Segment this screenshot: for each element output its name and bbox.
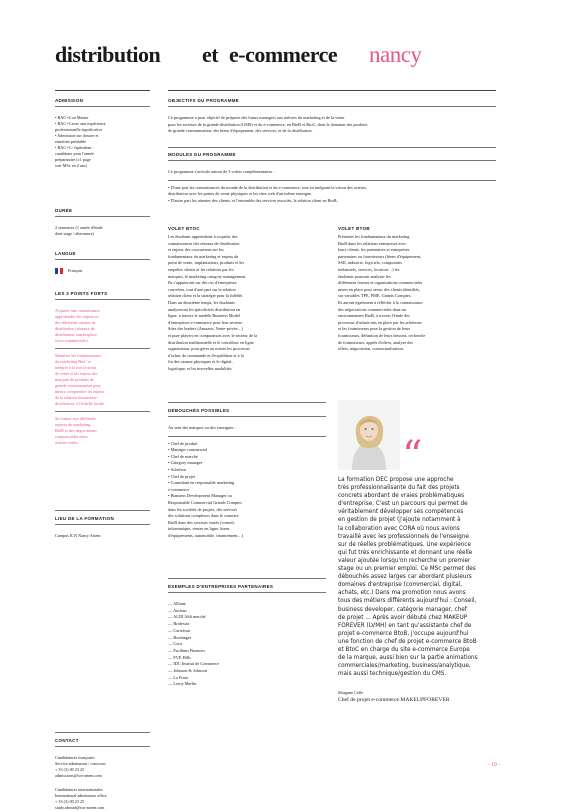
- title-word-distribution: distribution: [55, 42, 161, 67]
- btoc-line: organisation, pour gérer au mieux les processus: [168, 346, 250, 352]
- debouche-item: • Manager commercial: [168, 447, 208, 453]
- point-fort-3: [55, 416, 150, 446]
- objectifs-line: pour les secteurs de la grande distribution (GMS) et du e-commerce, en BtoB et BtoC, dans le domaine des produits: [168, 121, 368, 127]
- btob-line: Ils auront également à réfléchir à la connaissance: [338, 299, 423, 305]
- debouches-intro: Au sein des marques ou des enseignes :: [168, 425, 236, 430]
- contact-line: + 33 (3) 00 23 25: [55, 767, 85, 772]
- point-fort-line: de la relation fournisseur-: [55, 395, 99, 400]
- testimonial-line: domaines d'entreprise (commercial, digital,: [338, 582, 463, 589]
- btoc-line: enquêtes clients et les relations par les: [168, 266, 234, 272]
- btob-line: SSII, industrie, logiciels, composants: [338, 260, 402, 266]
- point-fort-line: Se former aux différents: [55, 416, 96, 421]
- btoc-line: ligne, à travers le modèle Business Model: [168, 313, 240, 319]
- btoc-line: et enjeux des concurrents sur les: [168, 247, 224, 253]
- debouche-item: • Chef de produit: [168, 440, 198, 446]
- contact-line: Service admissions / concours: [55, 761, 106, 766]
- contact-line: International admissions office: [55, 793, 107, 798]
- testimonial-line: d'entreprise. C'est un parcours qui permet de: [338, 501, 468, 508]
- contact-france: [55, 755, 150, 779]
- debouches-section: [168, 408, 326, 540]
- divider: [168, 160, 496, 161]
- btoc-line: relation client et la stratégie pour la fidélité.: [168, 293, 244, 299]
- testimonial-line: très professionnalisante du fait des projets: [338, 485, 460, 492]
- sidebar-top-rule: [55, 90, 150, 91]
- point-fort-line: distributeur, à l'échelle locale.: [55, 401, 106, 406]
- btoc-line: marques, le marketing category management.: [168, 273, 247, 279]
- btob-line: leurs clients, les partenaires et entreprises: [338, 247, 410, 253]
- btob-line: sur variables TPE, PME, Grands Comptes.: [338, 293, 412, 299]
- testimonial-line: achats, etc.) Dans ma promotion nous avons: [338, 590, 466, 597]
- btoc-line: Sites des leaders (Amazon, Vente-privée…): [168, 326, 244, 332]
- title-word-ecommerce: e-commerce: [229, 42, 338, 67]
- testimonial-line: véritablement développer ses compétences: [338, 509, 464, 516]
- quote-mark-icon: “: [402, 433, 423, 479]
- divider: [55, 732, 150, 733]
- debouches-heading: DÉBOUCHÉS POSSIBLES: [168, 408, 230, 413]
- duree-text: [55, 225, 150, 237]
- contact-line: + 33 (3) 00 23 25: [55, 799, 85, 804]
- contact-line: admissions@icn-artem.com: [55, 773, 102, 778]
- testimonial-line: commerciales/marketing, business/analytique,: [338, 663, 471, 670]
- debouche-item: • Chef de marché: [168, 453, 198, 459]
- modules-section: [168, 152, 496, 204]
- divider: [55, 259, 150, 260]
- debouches-list: [168, 441, 326, 540]
- divider: [168, 578, 326, 579]
- debouche-item: Responsable Commercial Grands Comptes: [168, 499, 242, 505]
- point-fort-line: Acquérir une connaissance: [55, 308, 101, 313]
- langue-value: Français: [68, 268, 83, 273]
- objectifs-text: [168, 115, 496, 135]
- objectifs-line: de grande consommation, des biens d'équipement, des services, et de la distribution.: [168, 128, 313, 134]
- admission-line: • BAC+4 ou Master: [55, 115, 89, 120]
- divider: [55, 106, 150, 107]
- btob-line: processus d'achats mis en place par les acheteurs: [338, 319, 422, 325]
- title-word-et: et: [202, 42, 219, 67]
- admission-section: [55, 98, 150, 169]
- volet-btoc-section: [168, 226, 326, 372]
- point-fort-line: force commerciale).: [55, 338, 89, 343]
- partner-item: — IDC Institut de Commerce: [168, 661, 220, 667]
- partner-item: — Cora: [168, 641, 182, 647]
- divider: [55, 411, 150, 412]
- objectifs-line: Ce programme a pour objectif de préparer des futurs managers aux métiers du marketing et de la vente: [168, 115, 345, 120]
- btob-line: BtoB dans les relations entreprises avec: [338, 240, 407, 246]
- point-fort-line: Maîtriser les fondamentaux: [55, 353, 102, 358]
- testimonial-line: de projet ... Après avoir débuté chez MAKEUP: [338, 614, 468, 621]
- debouche-item: informatique, ventes en ligne, biens: [168, 526, 230, 532]
- modules-heading: MODULES DU PROGRAMME: [168, 152, 236, 157]
- point-fort-line: mieux comprendre les enjeux: [55, 389, 105, 394]
- debouche-item: • Acheteur: [168, 466, 187, 472]
- contact-line: Candidatures internationales: [55, 787, 103, 792]
- btob-line: offres, négociation, contractualisation.: [338, 346, 404, 352]
- btob-line: fournisseurs, définition de leurs besoins, recherche: [338, 332, 426, 338]
- volet-btoc-heading: VOLET BTOC: [168, 226, 200, 231]
- divider: [55, 299, 150, 300]
- testimonial-name: Morgane Colle: [338, 690, 364, 695]
- admission-line: • Admission sur dossier et: [55, 133, 99, 138]
- debouche-item: d'équipements, automobile, financement…): [168, 532, 244, 538]
- testimonial-role: Chef de projet e-commerce MAKEUPFOREVER: [338, 697, 450, 703]
- divider: [168, 416, 326, 417]
- sidebar: [55, 98, 150, 810]
- module-item: distribution avec les points de vente physiques et les sites web d'un même enseigne.: [168, 191, 312, 197]
- point-fort-line: du marketing BtoC et: [55, 359, 92, 364]
- title-city: nancy: [369, 42, 422, 67]
- duree-section: [55, 208, 150, 237]
- volet-btob-section: [338, 226, 496, 353]
- testimonial-photo: [338, 400, 400, 470]
- testimonial-line: travaillé avec les professionnels de l'enseigne: [338, 533, 469, 540]
- points-forts-section: [55, 291, 150, 446]
- modules-list: [168, 185, 496, 205]
- btob-line: partenaires ou fournisseurs (biens d'équipement,: [338, 253, 421, 259]
- points-forts-heading: LES 3 POINTS FORTS: [55, 291, 108, 296]
- btoc-line: Dans un deuxième temps, les étudiants: [168, 299, 235, 305]
- admission-text: [55, 115, 150, 169]
- main-top-rule: [168, 90, 496, 91]
- divider: [168, 106, 496, 107]
- contact-international: [55, 787, 150, 811]
- testimonial-line: de la marque, aussi bien sur la partie animations: [338, 655, 478, 662]
- point-fort-line: aspects du marketing: [55, 422, 91, 427]
- contact-heading: CONTACT: [55, 738, 79, 743]
- btoc-line: Ils s'appuieront sur des cas d'entreprises: [168, 280, 237, 286]
- lieu-value: Campus ICN Nancy Artem: [55, 533, 101, 538]
- testimonial-line: stage ou un premier emploi. Ce MSc permet des: [338, 566, 476, 573]
- point-fort-line: des différents canaux de: [55, 320, 96, 325]
- btoc-line: concrètes, tout d'une part sur la relation: [168, 286, 236, 292]
- contact-section: [55, 738, 150, 811]
- point-fort-line: grande consommation pour: [55, 383, 101, 388]
- page-number: - 19 -: [488, 762, 500, 768]
- debouche-item: • Category manager: [168, 460, 203, 466]
- point-fort-line: acteurs variés.: [55, 440, 79, 445]
- btoc-line: point de vente, implantations, produits et les: [168, 260, 245, 266]
- point-fort-line: distribution (réseaux de: [55, 326, 95, 331]
- lieu-heading: LIEU DE LA FORMATION: [55, 516, 114, 521]
- partner-item: — La Poste: [168, 674, 189, 680]
- contact-line: Candidatures françaises: [55, 755, 95, 760]
- btoc-line: logistique, et les nouvelles modalités.: [168, 365, 233, 371]
- divider: [55, 510, 150, 511]
- divider: [168, 402, 326, 403]
- partner-item: — Leroy Merlin: [168, 681, 197, 687]
- objectifs-section: [168, 98, 496, 135]
- testimonial-line: business developer, catégorie manager, chef: [338, 606, 467, 613]
- testimonial-line: La formation DEC propose une approche: [338, 477, 454, 483]
- btoc-line: et pure players en comparaison avec le secteur de la: [168, 332, 258, 338]
- btob-line: étudiants pourront analyser les: [338, 273, 391, 279]
- divider: [55, 348, 150, 349]
- langue-section: [55, 251, 150, 274]
- btob-line: différentes formes et organisations commerciales: [338, 280, 423, 286]
- admission-line: préparatoire (cf. page: [55, 157, 91, 162]
- btob-line: Présenter les fondamentaux du marketing: [338, 234, 410, 239]
- btob-line: des négociations commerciales dans un: [338, 306, 406, 312]
- divider: [168, 147, 496, 148]
- testimonial-line: sur de réelles problématiques. Une expérience: [338, 541, 471, 548]
- testimonial-line: une fonction de chef de projet e-commerce BtoB: [338, 638, 477, 645]
- testimonial-text: [338, 476, 500, 678]
- debouche-item: BtoB dans des secteurs variés (conseil,: [168, 519, 235, 525]
- divider: [168, 592, 326, 593]
- point-fort-line: BtoB et des négociations: [55, 428, 97, 433]
- divider: [168, 436, 326, 437]
- btoc-line: d'achat, de commande et d'expédition et à la: [168, 352, 244, 358]
- divider: [168, 180, 496, 181]
- btob-line: mises en place pour servir des clients identifiés,: [338, 286, 421, 292]
- testimonial-line: qui fut très enrichissante et donnant une réelle: [338, 549, 473, 556]
- debouche-item: • Chef de projet: [168, 473, 196, 479]
- testimonial-line: mais aussi technique/gestion du CMS.: [338, 671, 447, 678]
- btoc-line: fondamentaux du marketing et enjeux de: [168, 253, 239, 259]
- page-title: [55, 42, 421, 68]
- partner-item: — Boulanger: [168, 634, 192, 640]
- admission-line: entretien préalable: [55, 139, 87, 144]
- point-fort-line: marques de produits de: [55, 377, 94, 382]
- exemples-section: [168, 584, 326, 688]
- btoc-line: fin des canaux physiques et le digital,: [168, 359, 233, 365]
- testimonial-line: en gestion de projet (j'ajoute notamment à: [338, 517, 461, 524]
- debouche-item: e-commerce: [168, 486, 190, 492]
- testimonial-line: la collaboration avec CORA où nous avions: [338, 525, 460, 532]
- btoc-line: connaissances des réseaux de distribution: [168, 240, 240, 246]
- volet-btob-text: [338, 234, 496, 353]
- testimonial-line: valeur ajoutée lorsqu'on recherche un premier: [338, 557, 471, 564]
- admission-line: • BAC+3 avec une expérience: [55, 121, 106, 126]
- testimonial-line: débouchés assez larges car abordant plusieurs: [338, 574, 472, 581]
- partner-item: — Allianz: [168, 601, 186, 606]
- btob-line: environnement BtoB, à travers l'étude des: [338, 313, 410, 319]
- partner-item: — FVE Hills: [168, 654, 191, 660]
- partner-item: — Bridestar: [168, 621, 190, 627]
- point-fort-1: [55, 308, 150, 344]
- langue-value-row: [55, 268, 150, 274]
- btoc-line: distribution traditionnelle et le contrôleur en ligne: [168, 339, 254, 345]
- debouche-item: dans les sociétés de projets, des services: [168, 506, 238, 512]
- exemples-heading: EXEMPLES D'ENTREPRISES PARTENAIRES: [168, 584, 274, 589]
- point-fort-line: de vente et les enjeux des: [55, 371, 98, 376]
- objectifs-heading: OBJECTIFS DU PROGRAMME: [168, 98, 240, 103]
- partner-item: — ALDI Aldi marché: [168, 614, 206, 620]
- duree-heading: DURÉE: [55, 208, 73, 213]
- volet-btob-heading: VOLET BTOB: [338, 226, 370, 231]
- point-fort-line: intégrer à la fois le point: [55, 365, 97, 370]
- french-flag-icon: [55, 268, 63, 274]
- admission-line: professionnelle significative: [55, 127, 103, 132]
- btoc-line: Les étudiants apprendront à acquérir des: [168, 234, 238, 239]
- partner-item: — Auchan: [168, 607, 187, 613]
- partner-item: — Johnson & Johnson: [168, 668, 208, 674]
- testimonial-line: projet e-commerce BtoB, j'occupe aujourd'hui: [338, 630, 469, 637]
- module-item: • D'autre part les attentes des clients, et l'ensemble des services associés, la relation client en BtoB.: [168, 197, 338, 203]
- testimonial-line: concrets abordant de vraies problématiques: [338, 493, 465, 500]
- btoc-line: d'entreprises e-commerce pour leur secteur:: [168, 319, 243, 325]
- admission-line: • BAC+3 / équivalent :: [55, 145, 94, 150]
- partner-item: — Facilium Finances: [168, 647, 205, 653]
- point-fort-line: distribution, marketplace,: [55, 332, 98, 337]
- lieu-section: [55, 516, 150, 539]
- admission-heading: ADMISSION: [55, 98, 84, 103]
- testimonial-line: tous des métiers différents aujourd'hui : Conseil,: [338, 598, 477, 605]
- btob-line: de fournisseurs, appels d'offres, analyse des: [338, 339, 414, 345]
- btoc-line: analyseront les spécificités distribution en: [168, 306, 241, 312]
- module-item: • D'une part les connaissances du monde de la distribution et du e-commerce, tout en intégrant la vision des acteurs,: [168, 184, 368, 190]
- point-fort-line: approfondie des enjeux et: [55, 314, 99, 319]
- exemples-list: [168, 601, 326, 688]
- debouche-item: • Business Development Manager ou: [168, 493, 232, 499]
- point-fort-line: commerciales entre: [55, 434, 88, 439]
- volet-btoc-text: [168, 234, 326, 372]
- admission-line: candidater pour l'année: [55, 151, 94, 156]
- btob-line: et les fournisseurs pour la gestion de leurs: [338, 326, 411, 332]
- point-fort-2: [55, 353, 150, 407]
- testimonial-line: et BtoC en charge du site e-commerce Europe: [338, 646, 470, 653]
- debouche-item: des solutions complexes dans le contexte: [168, 513, 239, 519]
- partner-item: — Carrefour: [168, 627, 191, 633]
- flag-stripe: [60, 268, 63, 274]
- langue-heading: LANGUE: [55, 251, 76, 256]
- divider: [55, 524, 150, 525]
- duree-line: 2 semestres (1 année d'étude: [55, 225, 103, 230]
- modules-intro: Ce programme s'articule autour de 3 volets complémentaires :: [168, 169, 275, 174]
- divider: [55, 216, 150, 217]
- testimonial-line: FOREVER (LVMH) en tant qu'assistante chef de: [338, 622, 472, 629]
- btob-line: industriels, services, location…) les: [338, 266, 400, 272]
- portrait-image: [338, 400, 400, 470]
- contact-line: study.abroad@icn-artem.com: [55, 805, 105, 810]
- testimonial-signature: [338, 690, 500, 704]
- debouche-item: • Consultant en responsable marketing: [168, 480, 235, 486]
- divider: [55, 746, 150, 747]
- duree-line: dont stage / alternance): [55, 231, 94, 236]
- admission-line: voir MSc en 2 ans): [55, 163, 87, 168]
